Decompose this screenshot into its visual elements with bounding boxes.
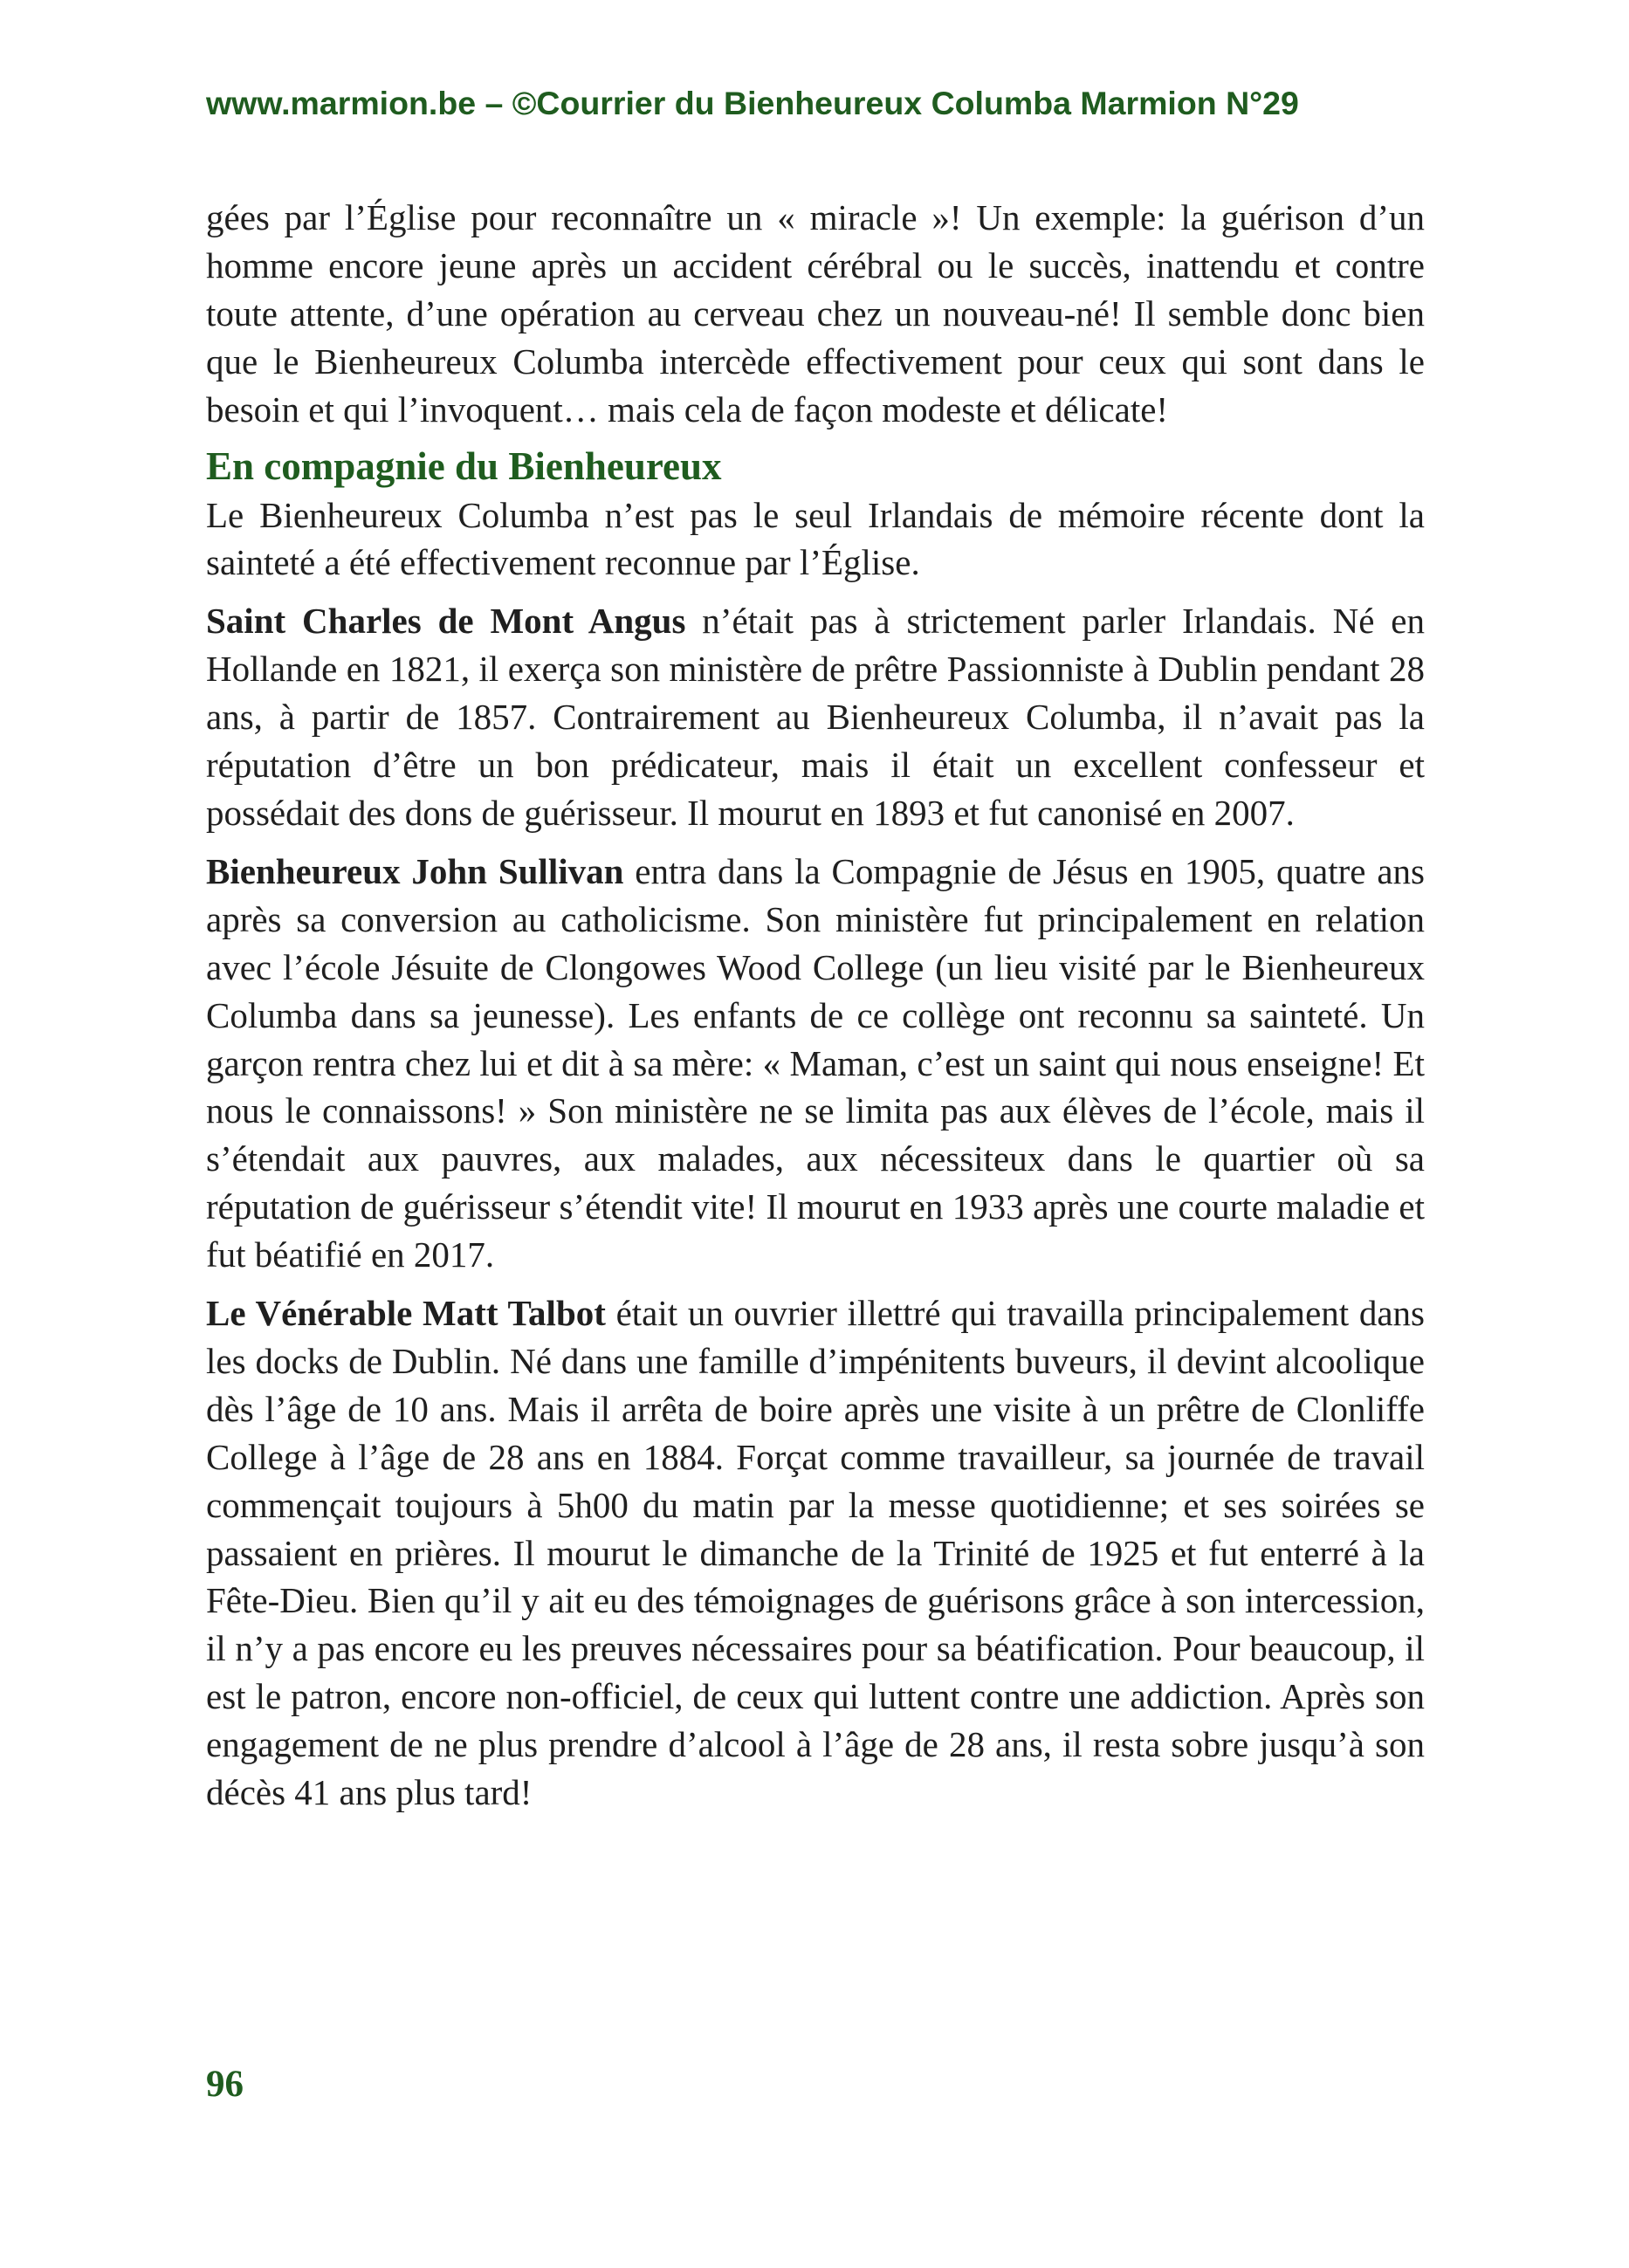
text-john-sullivan: entra dans la Compagnie de Jésus en 1905, quatre ans après sa conversion au catholicisme. Son ministère fut principalement en relation avec l’école Jésuite de Clongowes Wood College (un lieu visité par le Bienheureux Columba dans sa jeunesse). Les enfants de ce collège ont reconnu sa sainteté. Un garçon rentra chez lui et dit à sa mère: « Maman, c’est un saint qui nous enseigne! Et nous le connaissons! » Son ministère ne se limita pas aux élèves de l’école, mais il s’étendait aux pauvres, aux malades, aux nécessiteux dans le quartier où sa réputation de guérisseur s’étendit vite! Il mourut en 1933 après une courte maladie et fut béatifié en 2017. xyxy=(206,850,1425,1275)
page-number: 96 xyxy=(206,2064,244,2105)
name-john-sullivan: Bienheureux John Sullivan xyxy=(206,850,624,891)
text-saint-charles: n’était pas à strictement parler Irlandais. Né en Hollande en 1821, il exerça son ministère de prêtre Passionniste à Dublin pendant 28 ans, à partir de 1857. Contrairement au Bienheureux Columba, il n’avait pas la réputation d’être un bon prédicateur, mais il était un excellent confesseur et possédait des dons de guérisseur. Il mourut en 1893 et fut canonisé en 2007. xyxy=(206,601,1425,833)
paragraph-charles-of-mount-argus xyxy=(206,597,1425,837)
paragraph-john-sullivan xyxy=(206,848,1425,1279)
article-body xyxy=(206,194,1425,1817)
paragraph-intro-continuation: gées par l’Église pour reconnaître un « miracle »! Un exemple: la guérison d’un homme encore jeune après un accident cérébral ou le succès, inattendu et contre toute attente, d’une opération au cerveau chez un nouveau-né! Il semble donc bien que le Bienheureux Columba intercède effectivement pour ceux qui sont dans le besoin et qui l’invoquent… mais cela de façon modeste et délicate! xyxy=(206,197,1425,430)
name-matt-talbot: Le Vénérable Matt Talbot xyxy=(206,1293,606,1334)
section-heading: En compagnie du Bienheureux xyxy=(206,443,722,488)
paragraph-irish-saints-intro: Le Bienheureux Columba n’est pas le seul Irlandais de mémoire récente dont la sainteté a été effectivement reconnue par l’Église. xyxy=(206,494,1425,583)
text-matt-talbot: était un ouvrier illettré qui travailla principalement dans les docks de Dublin. Né dans une famille d’impénitents buveurs, il devint alcoolique dès l’âge de 10 ans. Mais il arrêta de boire après une visite à un prêtre de Clonliffe College à l’âge de 28 ans en 1884. Forçat comme travailleur, sa journée de travail commençait toujours à 5h00 du matin par la messe quotidienne; et ses soirées se passaient en prières. Il mourut le dimanche de la Trinité de 1925 et fut enterré à la Fête-Dieu. Bien qu’il y ait eu des témoignages de guérisons grâce à son intercession, il n’y a pas encore eu les preuves nécessaires pour sa béatification. Pour beaucoup, il est le patron, encore non-officiel, de ceux qui luttent contre une addiction. Après son engagement de ne plus prendre d’alcool à l’âge de 28 ans, il resta sobre jusqu’à son décès 41 ans plus tard! xyxy=(206,1293,1425,1813)
running-header: www.marmion.be – ©Courrier du Bienheureux Columba Marmion N°29 xyxy=(206,85,1299,121)
paragraph-matt-talbot xyxy=(206,1289,1425,1817)
name-saint-charles: Saint Charles de Mont Angus xyxy=(206,601,686,642)
